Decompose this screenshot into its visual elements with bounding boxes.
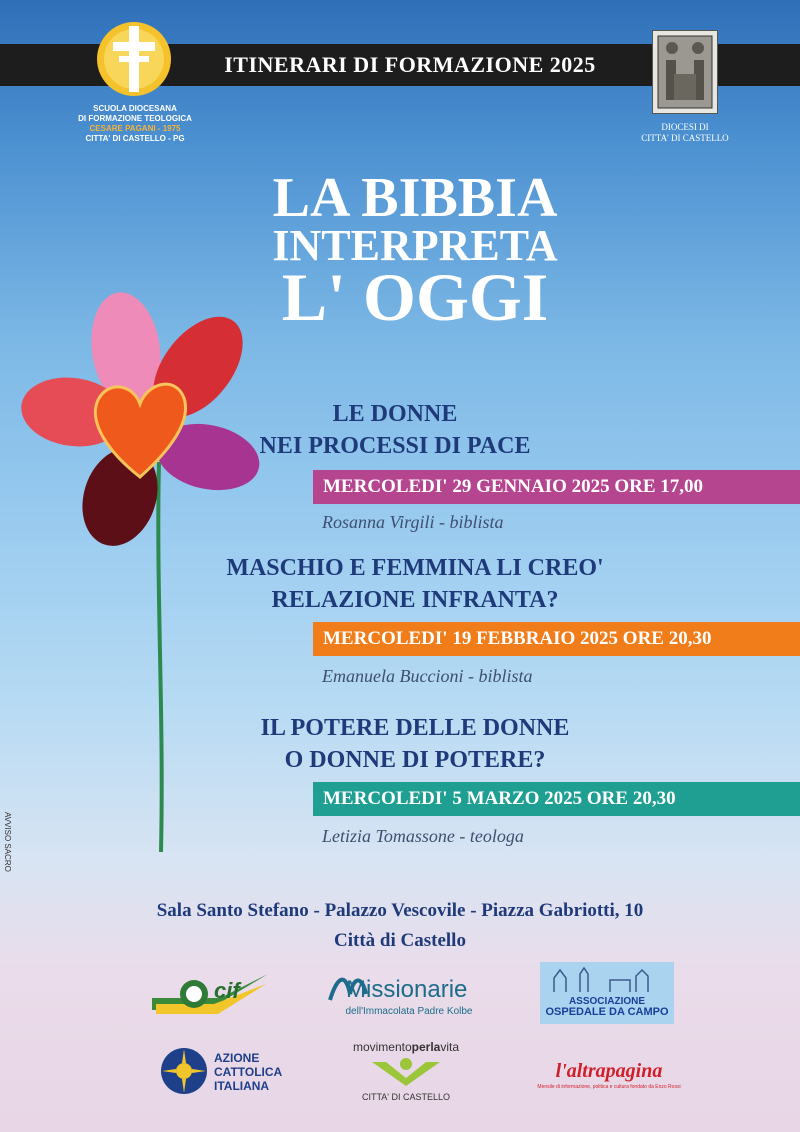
diocese-name: DIOCESI DI CITTA' DI CASTELLO <box>641 122 729 143</box>
azione-cattolica-emblem-icon <box>160 1047 208 1095</box>
cif-logo: cif <box>148 970 273 1018</box>
ospedale-da-campo-logo: ASSOCIAZIONE OSPEDALE DA CAMPO <box>540 962 674 1024</box>
diocese-seal-icon <box>652 30 718 114</box>
event-1-title: LE DONNE NEI PROCESSI DI PACE <box>259 401 531 459</box>
event-3-speaker: Letizia Tomassone - teologa <box>322 826 524 846</box>
movimento-figure-icon <box>368 1056 444 1088</box>
event-1-speaker: Rosanna Virgili - biblista <box>322 512 504 532</box>
buildings-sketch-icon <box>550 966 664 994</box>
event-2-title: MASCHIO E FEMMINA LI CREO' RELAZIONE INFRANTA? <box>226 555 604 613</box>
main-title-line2: INTERPRETA <box>272 221 558 270</box>
event-2-speaker: Emanuela Buccioni - biblista <box>322 666 533 686</box>
avviso-sacro-note: AVVISO SACRO <box>3 812 12 872</box>
event-1-date-bar: MERCOLEDI' 29 GENNAIO 2025 ORE 17,00 <box>313 470 800 504</box>
main-title-line1: LA BIBBIA <box>272 167 558 229</box>
venue: Sala Santo Stefano - Palazzo Vescovile - Piazza Gabriotti, 10 Città di Castello <box>156 900 644 951</box>
series-title: ITINERARI DI FORMAZIONE 2025 <box>224 52 596 77</box>
main-title-line3: L' OGGI <box>281 259 549 335</box>
event-3-title: IL POTERE DELLE DONNE O DONNE DI POTERE? <box>260 715 570 773</box>
event-3-date-bar: MERCOLEDI' 5 MARZO 2025 ORE 20,30 <box>313 782 800 816</box>
movimento-per-la-vita-logo: movimentoperlavita CITTA' DI CASTELLO <box>352 1040 460 1102</box>
cross-logo-icon <box>95 20 173 98</box>
azione-cattolica-logo: AZIONE CATTOLICA ITALIANA <box>160 1045 280 1099</box>
event-2-date-bar: MERCOLEDI' 19 FEBBRAIO 2025 ORE 20,30 <box>313 622 800 656</box>
school-name: SCUOLA DIOCESANA DI FORMAZIONE TEOLOGICA CESARE PAGANI - 1975 CITTA' DI CASTELLO - PG <box>78 104 192 143</box>
missionarie-logo: Missionarie dell'Immacolata Padre Kolbe <box>328 970 488 1020</box>
cif-logo-icon <box>148 970 273 1018</box>
altrapagina-logo: l'altrapagina Mensile di informazione, politica e cultura fondato da Enzo Rossi <box>537 1060 681 1090</box>
